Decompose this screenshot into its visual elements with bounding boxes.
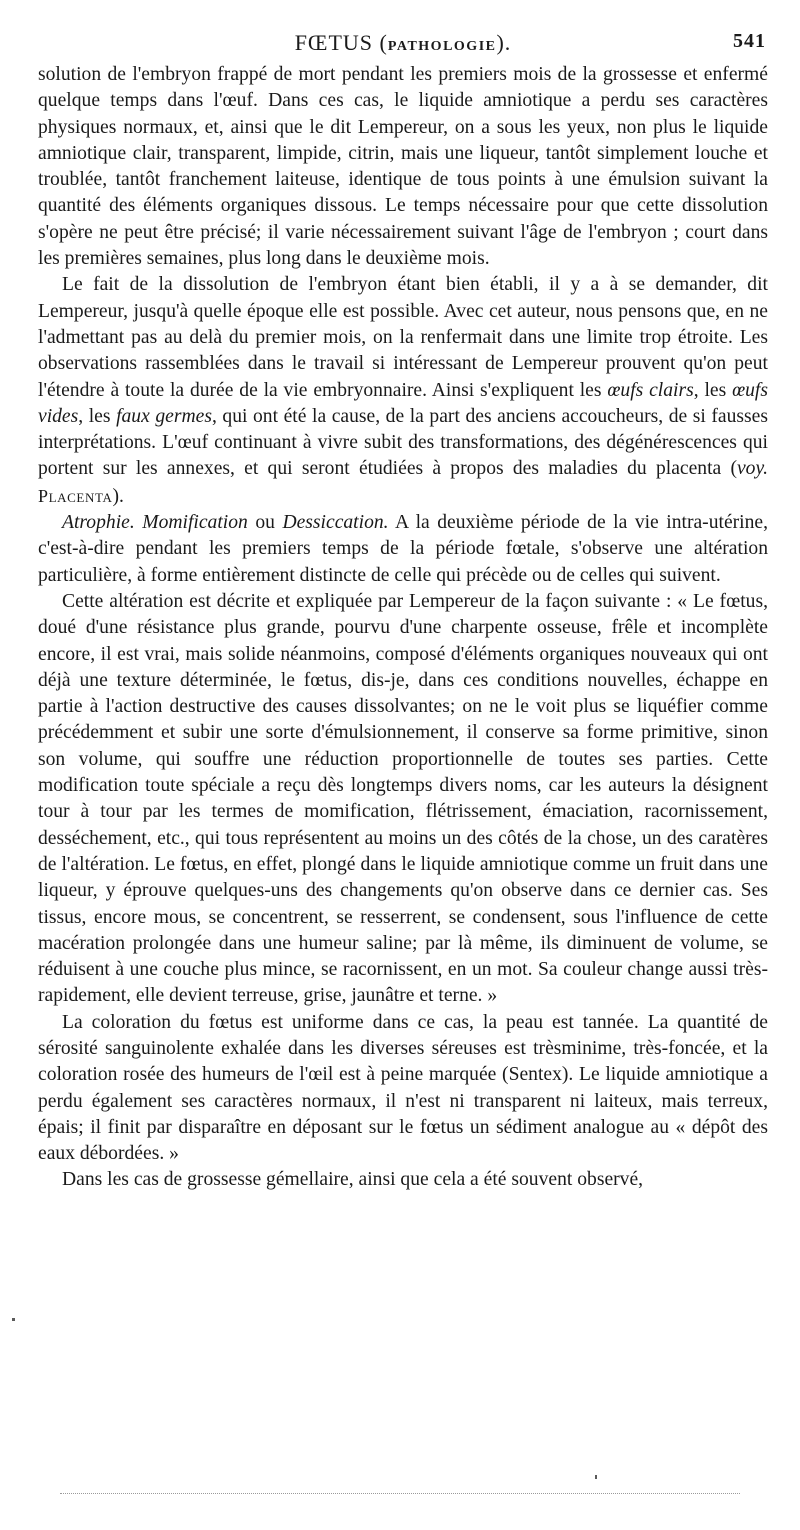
paragraph-2-text-d: , qui ont été la cause, de la part des anciens accoucheurs, de si fausses interprétations. L'œuf continuant à vivre subit des transformations, des dégénérescences qui portent sur les annexes, et qui seront étudiées à propos des maladies du placenta ( [38, 405, 768, 480]
paragraph-1: solution de l'embryon frappé de mort pendant les premiers mois de la grossesse et enfermé quelque temps dans l'œuf. Dans ces cas, le liquide amniotique a perdu ses caractères physiques normaux, et, ainsi que le dit Lempereur, on a sous les yeux, non plus le liquide amniotique clair, transparent, limpide, citrin, mais une liqueur, tantôt simplement louche et troublée, tantôt franchement laiteuse, identique de tous points à une émulsion suivant la quantité des éléments organiques dissous. Le temps nécessaire pour que cette dissolution s'opère ne peut être précisé; il varie nécessairement suivant l'âge de l'embryon ; court dans les premières semaines, plus long dans le deuxième mois. [38, 64, 768, 270]
header-title [38, 30, 768, 56]
paragraph-2-text-c: , les [78, 405, 117, 427]
paragraph-2 [38, 272, 768, 510]
paragraph-2-text-e: ). [112, 485, 124, 507]
paragraph-3-text-a: ou [247, 512, 283, 534]
body-text [38, 62, 768, 1194]
section-heading-dessiccation: Dessiccation. [282, 512, 389, 534]
paragraph-3 [38, 510, 768, 589]
term-oeufs-clairs: œufs clairs [607, 379, 694, 401]
section-heading-atrophie: Atrophie. Momification [62, 512, 248, 534]
paragraph-4: Cette altération est décrite et expliquée par Lempereur de la façon suivante : « Le fœtus, doué d'une résistance plus grande, pourvu d'une charpente osseuse, frêle et incomplète encore, il est vrai, mais solide néanmoins, composé d'éléments organiques nouveaux qui ont déjà une texture déterminée, le fœtus, dis-je, dans ces conditions nouvelles, échappe en partie à l'action destructive des causes dissolvantes; on ne le voit plus se liquéfier comme précédemment et subir une sorte d'émulsionnement, il conserve sa forme primitive, sinon son volume, qui souffre une réduction proportionnelle de toutes ses parties. Cette modification toute spéciale a reçu dès longtemps divers noms, car les auteurs la désignent tour à tour par les termes de momification, flétrissement, émaciation, racornissement, desséchement, etc., qui tous représentent au moins un des côtés de la chose, un des caratères de l'altération. Le fœtus, en effet, plongé dans le liquide amniotique comme un fruit dans une liqueur, y éprouve quelques-uns des changements qu'on observe dans ce dernier cas. Ses tissus, encore mous, se concentrent, se resserrent, se condensent, sous l'influence de cette macération prolongée dans une humeur saline; par là même, ils diminuent de volume, se réduisent à une couche plus mince, se racornissent, en un mot. Sa couleur change aussi très-rapidement, elle devient terreuse, grise, jaunâtre et terne. » [38, 590, 768, 1007]
running-header [38, 30, 768, 62]
paragraph-3-text-b: A la deuxième période de la vie intra-utérine, c'est-à-dire pendant les premiers temps de la période fœtale, s'observe une altération particulière, à forme entièrement distincte de celle qui précède ou de celles qui suivent. [38, 512, 768, 586]
paragraph-2-text-b: , les [693, 379, 733, 401]
header-title-small: PATHOLOGIE [387, 39, 497, 54]
term-faux-germes: faux germes [116, 405, 212, 427]
cross-reference-placenta: Placenta [38, 485, 113, 506]
paragraph-5: La coloration du fœtus est uniforme dans ce cas, la peau est tannée. La quantité de sérosité sanguinolente exhalée dans les diverses séreuses est trèsminime, très-foncée, et la coloration rosée des humeurs de l'œil est à peine marquée (Sentex). Le liquide amniotique a perdu également ses caractères normaux, il n'est ni transparent ni laiteux, mais terreux, épais; il finit par disparaître en déposant sur le fœtus un sédiment analogue au « dépôt des eaux débordées. » [38, 1011, 768, 1165]
paragraph-6: Dans les cas de grossesse gémellaire, ainsi que cela a été souvent observé, [62, 1169, 644, 1191]
scan-artifact-line [60, 1493, 740, 1496]
header-title-main: FŒTUS ( [294, 30, 388, 55]
paragraph-2-text-a: Le fait de la dissolution de l'embryon étant bien établi, il y a à se demander, dit Lempereur, jusqu'à quelle époque elle est possible. Avec cet auteur, nous pensons que, en ne l'admettant pas au delà du premier mois, on la renfermait dans une limite trop étroite. Les observations rassemblées dans le travail si intéressant de Lempereur prouvent qu'on peut l'étendre à toute la durée de la vie embryonnaire. Ainsi s'expliquent les [38, 274, 768, 401]
term-oeufs-vides: œufs vides [38, 379, 768, 427]
page-number: 541 [733, 30, 766, 52]
header-title-end: ). [496, 30, 512, 55]
scan-speck [12, 1318, 15, 1321]
scan-speck [595, 1475, 597, 1479]
cross-reference-voy: voy. [736, 458, 768, 480]
